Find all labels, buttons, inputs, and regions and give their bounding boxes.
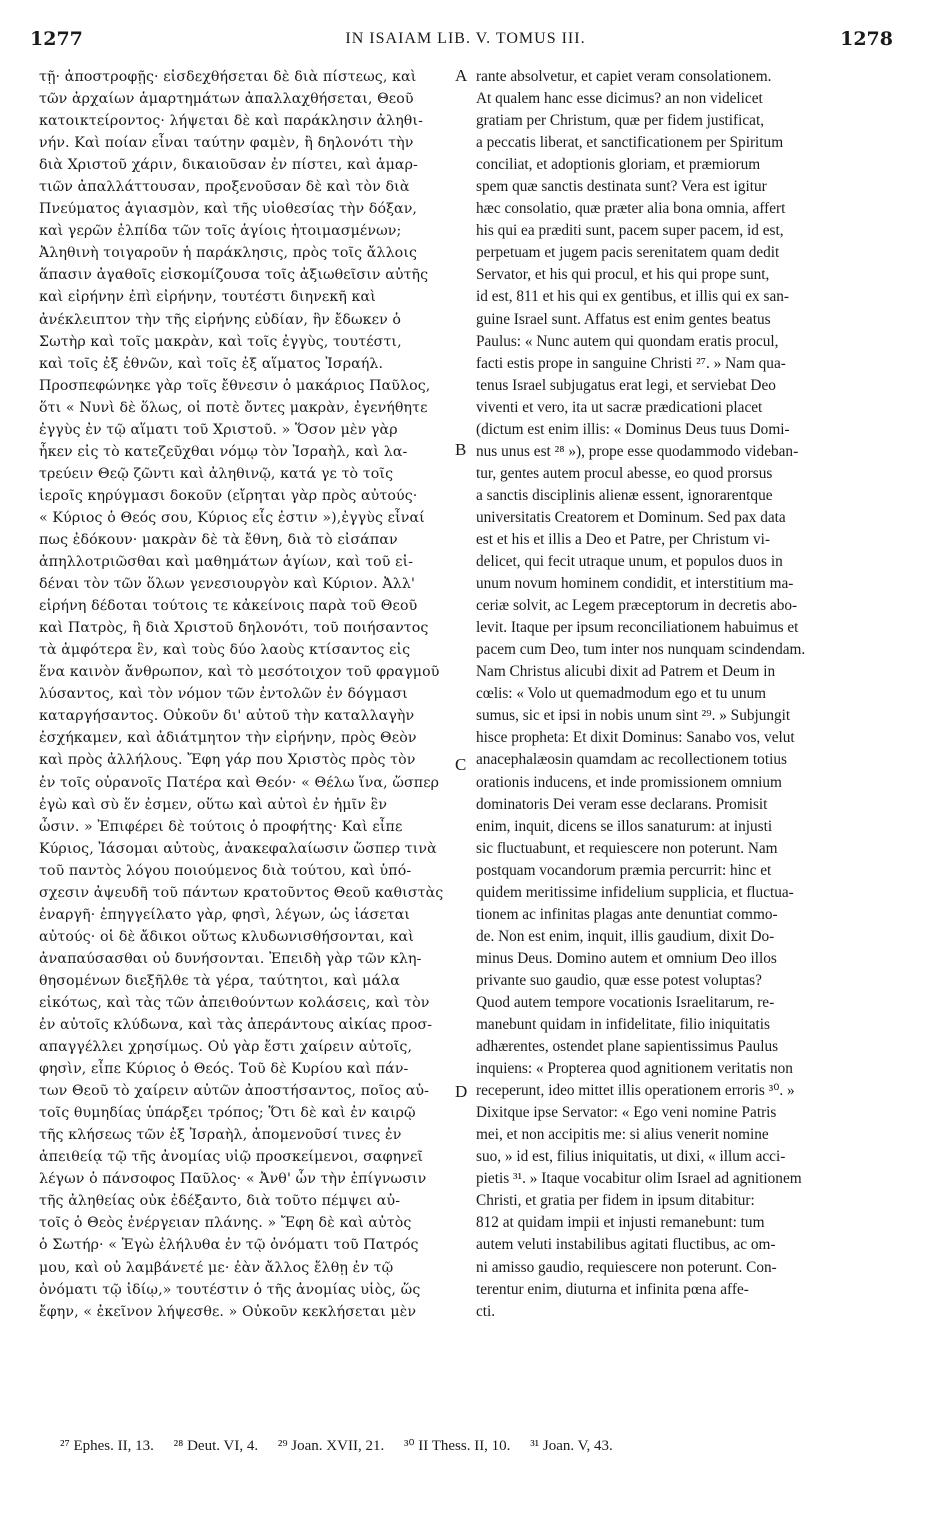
greek-text-line: φησὶν, εἶπε Κύριος ὁ Θεός. Τοῦ δὲ Κυρίου καὶ πάν- xyxy=(39,1061,409,1078)
latin-text-line: anacephalæosin quamdam ac recollectionem totius xyxy=(476,751,787,769)
greek-text-line: ὀνόματι τῷ ἰδίῳ,» τουτέστιν ὁ τῆς ἀνομίας υἱὸς, ὥς xyxy=(39,1281,421,1298)
greek-text-line: καὶ εἰρήνην ἐπὶ εἰρήνην, τουτέστι διηνεκῆ καὶ xyxy=(39,289,376,306)
latin-text-line: Servator, et his qui procul, et his qui prope sunt, xyxy=(476,266,770,284)
latin-text-line: hisce propheta: Et dixit Dominus: Sanabo vos, velut xyxy=(476,729,795,747)
greek-text-line: καὶ γερῶν ἐλπίδα τῶν τοῖς ἁγίοις ἡτοιμασμένων; xyxy=(39,223,402,240)
greek-text-line: καὶ Πατρὸς, ἢ διὰ Χριστοῦ δηλονότι, τοῦ ποιήσαντος xyxy=(39,620,429,637)
latin-text-line: id est, 811 et his qui ex gentibus, et illis qui ex san- xyxy=(476,288,789,306)
greek-text-line: Σωτὴρ καὶ τοῖς μακρὰν, καὶ τοῖς ἐγγὺς, τουτέστι, xyxy=(39,333,402,350)
greek-text-line: ἅπασιν ἀγαθοῖς εἰσκομίζουσα τοῖς ἀξιωθεῖσιν αὐτῆς xyxy=(39,267,429,284)
latin-text-line: levit. Itaque per ipsum reconciliationem habuimus et xyxy=(476,619,799,637)
section-marker-c: C xyxy=(455,755,467,774)
latin-text-line: At qualem hanc esse dicimus? an non videlicet xyxy=(476,90,763,108)
greek-text-line: εἰρήνη δέδοται τούτοις τε κἀκείνοις παρὰ τοῦ Θεοῦ xyxy=(39,598,418,615)
greek-text-line: ἐγὼ καὶ σὺ ἕν ἐσμεν, οὕτω καὶ αὐτοὶ ἐν ἡμῖν ἓν xyxy=(39,796,388,813)
greek-text-line: λέγων ὁ πάνσοφος Παῦλος· « Ἀνθ' ὧν τὴν ἐπίγνωσιν xyxy=(39,1171,427,1188)
latin-text-line: a peccatis liberat, et sanctificationem per Spiritum xyxy=(476,134,784,152)
footnote: ³¹ Joan. V, 43. xyxy=(530,1438,613,1454)
greek-text-line: τῶν ἀρχαίων ἁμαρτημάτων ἀπαλλαχθήσεται, Θεοῦ xyxy=(39,91,414,108)
latin-text-line: tenus Israel subjugatus erat legi, et serviebat Deo xyxy=(476,376,776,394)
section-marker-b: B xyxy=(455,440,467,459)
footnote: ³⁰ II Thess. II, 10. xyxy=(403,1438,511,1454)
latin-text-line: 812 at quidam impii et injusti remanebunt: tum xyxy=(476,1214,765,1232)
page-number-left: 1277 xyxy=(30,28,83,50)
latin-text-line: (dictum est enim illis: « Dominus Deus tuus Domi- xyxy=(476,420,790,438)
latin-text-line: gratiam per Christum, quæ per fidem justificat, xyxy=(476,112,765,130)
latin-text-line: est et his et illis a Deo et Patre, per Christum vi- xyxy=(476,530,770,548)
greek-text-line: ἱεροῖς κηρύγμασι δοκοῦν (εἴρηται γὰρ πρὸς αὐτούς· xyxy=(39,487,418,504)
greek-text-line: Ἀληθινὴ τοιγαροῦν ἡ παράκλησις, πρὸς τοῖς ἄλλοις xyxy=(39,245,418,262)
greek-text-column xyxy=(39,66,471,1323)
greek-text-line: τοῖς ὁ Θεὸς ἐνέργειαν πλάνης. » Ἔφη δὲ καὶ αὐτὸς xyxy=(39,1215,412,1232)
section-marker-a: A xyxy=(455,66,468,85)
latin-text-line: dominatoris Dei veram esse declarans. Promisit xyxy=(476,795,768,813)
greek-text-line: σχεσιν ἀψευδῆ τοῦ πάντων κρατοῦντος Θεοῦ καθιστὰς xyxy=(39,884,444,901)
greek-text-line: ἀπηλλοτριῶσθαι καὶ μαθημάτων ἁγίων, καὶ τοῦ εἰ- xyxy=(39,554,414,571)
greek-text-line: ἐσχήκαμεν, καὶ ἀδιάτμητον τὴν εἰρήνην, πρὸς Θεὸν xyxy=(39,730,417,747)
latin-text-line: guine Israel sunt. Affatus est enim gentes beatus xyxy=(476,310,771,328)
latin-text-line: Dixitque ipse Servator: « Ego veni nomine Patris xyxy=(476,1104,777,1122)
latin-text-line: spem quæ sanctis destinata sunt? Vera est igitur xyxy=(476,178,767,196)
greek-text-line: ἕνα καινὸν ἄνθρωπον, καὶ τὸ μεσότοιχον τοῦ φραγμοῦ xyxy=(39,664,440,681)
greek-text-line: δέναι τὸν τῶν ὅλων γενεσιουργὸν καὶ Κύριον. Ἀλλ' xyxy=(39,576,415,593)
greek-text-line: κατοικτείροντος· λήψεται δὲ καὶ παράκλησιν ἀληθι- xyxy=(39,113,423,130)
latin-text-line: unum novum hominem condidit, et interstitium ma- xyxy=(476,575,794,593)
latin-text-line: conciliat, et adoptionis gloriam, et præmiorum xyxy=(476,156,761,174)
latin-text-line: Paulus: « Nunc autem qui quondam eratis procul, xyxy=(476,332,779,350)
latin-text-line: Nam Christus alicubi dixit ad Patrem et Deum in xyxy=(476,663,776,681)
greek-text-line: νήν. Καὶ ποίαν εἶναι ταύτην φαμὲν, ἢ δηλονότι τὴν xyxy=(39,135,414,152)
greek-text-line: τοῦ παντὸς λόγου ποιούμενος διὰ τούτου, καὶ ὑπό- xyxy=(39,862,412,879)
greek-text-line: καὶ πρὸς ἀλλήλους. Ἔφη γάρ που Χριστὸς πρὸς τὸν xyxy=(39,752,416,769)
latin-text-line: manebunt quidam in infidelitate, filio iniquitatis xyxy=(476,1016,770,1034)
greek-text-line: των Θεοῦ τὸ χαίρειν αὐτῶν ἀποστήσαντος, ποῖος αὐ- xyxy=(39,1083,430,1100)
latin-text-line: cœlis: « Volo ut quemadmodum ego et tu unum xyxy=(476,685,767,703)
latin-text-line: enim, inquit, dicens se illos sanaturum: at injusti xyxy=(476,817,773,835)
footnote: ²⁹ Joan. XVII, 21. xyxy=(277,1438,385,1454)
latin-text-line: quidem meritissime infidelium supplicia, et fluctua- xyxy=(476,883,794,901)
greek-text-line: τὰ ἀμφότερα ἓν, καὶ τοὺς δύο λαοὺς κτίσαντος εἰς xyxy=(39,642,411,659)
latin-text-line: his qui ea præditi sunt, pacem super pacem, id est, xyxy=(476,222,784,240)
latin-text-line: mei, et non accipitis me: si alius venerit nomine xyxy=(476,1126,769,1144)
latin-text-column xyxy=(476,66,896,1323)
latin-text-line: pacem cum Deo, tum inter nos nunquam scindendam. xyxy=(476,641,806,659)
greek-text-line: ἀνέκλειπτον τὴν τῆς εἰρήνης εὐδίαν, ἣν ἔδωκεν ὁ xyxy=(39,311,402,328)
greek-text-line: απαγγέλλει χρησίμως. Οὐ γὰρ ἔστι χαίρειν αὐτοῖς, xyxy=(39,1039,413,1056)
latin-text-line: Quod autem tempore vocationis Israelitarum, re- xyxy=(476,993,775,1011)
greek-text-line: καὶ τοῖς ἐξ ἐθνῶν, καὶ τοῖς ἐξ αἵματος Ἰσραήλ. xyxy=(39,355,384,372)
greek-text-line: ἐγγὺς ἐν τῷ αἵματι τοῦ Χριστοῦ. » Ὅσον μὲν γὰρ xyxy=(39,421,398,438)
latin-text-line: ceriæ solvit, ac Legem præceptorum in decretis abo- xyxy=(476,597,798,615)
greek-text-line: τῆς ἀληθείας οὐκ ἐδέξαντο, διὰ τοῦτο πέμψει αὐ- xyxy=(39,1193,401,1210)
greek-text-line: τρεύειν Θεῷ ζῶντι καὶ ἀληθινῷ, κατά γε τὸ τοῖς xyxy=(39,465,394,482)
latin-text-line: de. Non est enim, inquit, illis gaudium, dixit Do- xyxy=(476,927,775,945)
page-header xyxy=(0,0,931,60)
latin-text-line: tionem ac infinitas plagas ante denuntiat commo- xyxy=(476,905,778,923)
latin-text-line: minus Deus. Domino autem et omnium Deo illos xyxy=(476,949,777,967)
greek-text-line: πως ἐδόκουν· μακρὰν δὲ τὰ ἔθνη, διὰ τὸ εἰσάπαν xyxy=(39,531,398,548)
footnote: ²⁷ Ephes. II, 13. xyxy=(60,1438,154,1454)
latin-text-line: autem veluti instabilibus agitati fluctibus, ac om- xyxy=(476,1236,776,1254)
latin-text-line: terentur enim, diuturna et infinita pœna affe- xyxy=(476,1280,749,1298)
latin-text-line: perpetuam et jugem pacis serenitatem quam dedit xyxy=(476,244,780,262)
latin-text-line: tur, gentes autem procul abesse, eo quod prorsus xyxy=(476,464,773,482)
greek-text-line: μου, καὶ οὐ λαμβάνετέ με· ἐὰν ἄλλος ἔλθῃ ἐν τῷ xyxy=(39,1259,394,1276)
greek-text-line: Πνεύματος ἁγιασμὸν, καὶ τῆς υἱοθεσίας τὴν δόξαν, xyxy=(39,201,418,218)
greek-text-line: ὅτι « Νυνὶ δὲ ὅλως, οἱ ποτὲ ὄντες μακρὰν, ἐγενήθητε xyxy=(39,399,428,416)
footnote: ²⁸ Deut. VI, 4. xyxy=(173,1438,259,1454)
latin-text-line: postquam vocandorum præmia percurrit: hinc et xyxy=(476,861,772,879)
latin-text-line: cti. xyxy=(476,1302,496,1320)
latin-text-line: delicet, qui fecit utraque unum, et populos duos in xyxy=(476,553,783,571)
latin-text-line: hæc consolatio, quæ præter alia bona omnia, affert xyxy=(476,200,786,218)
greek-text-line: « Κύριος ὁ Θεός σου, Κύριος εἷς ἐστιν »),ἐγγὺς εἶναί xyxy=(39,509,425,526)
latin-text-line: privante suo gaudio, quæ esse potest voluptas? xyxy=(476,971,762,989)
greek-text-line: ἀπειθείᾳ τῷ τῆς ἀνομίας υἱῷ προσκείμενοι, σαφηνεῖ xyxy=(39,1149,424,1166)
latin-text-line: receperunt, ideo mittet illis operationem erroris ³⁰. » xyxy=(476,1082,795,1100)
greek-text-line: ἐν τοῖς οὐρανοῖς Πατέρα καὶ Θεόν· « Θέλω ἵνα, ὥσπερ xyxy=(39,774,440,791)
latin-text-line: pietis ³¹. » Itaque vocabitur olim Israel ad agnitionem xyxy=(476,1170,802,1188)
greek-text-line: εἰκότως, καὶ τὰς τῶν ἀπειθούντων κολάσεις, καὶ τὸν xyxy=(39,994,430,1011)
latin-text-line: facti estis prope in sanguine Christi ²⁷. » Nam qua- xyxy=(476,354,786,372)
latin-text-line: nus unus est ²⁸ »), prope esse quodammodo videban- xyxy=(476,442,799,460)
latin-text-line: sic fluctuabunt, et requiescere non poterunt. Nam xyxy=(476,839,778,857)
latin-text-line: inquiens: « Propterea quod agnitionem veritatis non xyxy=(476,1060,793,1078)
greek-text-line: ἀναπαύσασθαι οὐ δυνήσονται. Ἐπειδὴ γὰρ τῶν κλη- xyxy=(39,950,422,967)
page-number-right: 1278 xyxy=(840,28,893,50)
footnotes xyxy=(60,1436,920,1455)
greek-text-line: αὐτούς· οἱ δὲ ἄδικοι οὕτως κλυδωνισθήσονται, καὶ xyxy=(39,928,414,945)
latin-text-line: suo, » id est, filius iniquitatis, ut dixi, « illum acci- xyxy=(476,1148,786,1166)
latin-text-line: a sanctis disciplinis alienæ essent, ignorarentque xyxy=(476,486,773,504)
greek-text-line: ἔφην, « ἐκεῖνον λήψεσθε. » Οὐκοῦν κεκλήσεται μὲν xyxy=(39,1303,417,1320)
running-title: IN ISAIAM LIB. V. TOMUS III. xyxy=(345,30,586,47)
latin-text-line: Christi, et gratia per fidem in ipsum ditabitur: xyxy=(476,1192,755,1210)
latin-text-line: ni amisso gaudio, requiescere non poterunt. Con- xyxy=(476,1258,777,1276)
greek-text-line: ἐν αὐτοῖς κλύδωνα, καὶ τὰς ἀπεράντους αἰκίας προσ- xyxy=(39,1017,433,1034)
greek-text-line: καταργήσαντος. Οὐκοῦν δι' αὐτοῦ τὴν καταλλαγὴν xyxy=(39,708,415,725)
greek-text-line: ἧκεν εἰς τὸ κατεζεῦχθαι νόμῳ τὸν Ἰσραὴλ, καὶ λα- xyxy=(39,443,408,460)
greek-text-line: Κύριος, Ἰάσομαι αὐτοὺς, ἀνακεφαλαίωσιν ὥσπερ τινὰ xyxy=(39,840,437,857)
greek-text-line: ὁ Σωτήρ· « Ἐγὼ ἐλήλυθα ἐν τῷ ὀνόματι τοῦ Πατρός xyxy=(39,1237,419,1254)
greek-text-line: λύσαντος, καὶ τὸν νόμον τῶν ἐντολῶν ἐν δόγμασι xyxy=(39,686,408,703)
greek-text-line: ἐναργῆ· ἐπηγγείλατο γὰρ, φησὶ, λέγων, ὡς ἰάσεται xyxy=(39,906,411,923)
greek-text-line: τιῶν ἀπαλλάττουσαν, προξενοῦσαν δὲ καὶ τὸν διὰ xyxy=(39,179,410,196)
latin-text-line: viventi et vero, ita ut sacræ prædicationi placet xyxy=(476,398,763,416)
latin-text-line: rante absolvetur, et capiet veram consolationem. xyxy=(476,68,772,85)
section-marker-d: D xyxy=(455,1082,468,1101)
latin-text-line: universitatis Creatorem et Dominum. Sed pax data xyxy=(476,508,786,526)
latin-text-line: sumus, sic et ipsi in nobis unum sint ²⁹. » Subjungit xyxy=(476,707,791,725)
greek-text-line: τῆς κλήσεως τῶν ἐξ Ἰσραὴλ, ἀπομενοῦσί τινες ἐν xyxy=(39,1127,402,1144)
latin-text-line: orationis inducens, et inde promissionem omnium xyxy=(476,773,782,791)
latin-text-line: adhærentes, ostendet plane sapientissimus Paulus xyxy=(476,1038,779,1056)
greek-text-line: διὰ Χριστοῦ χάριν, δικαιοῦσαν ἐν πίστει, καὶ ἁμαρ- xyxy=(39,157,418,174)
greek-text-line: θησομένων διεξῆλθε τὰ γέρα, ταύτητοι, καὶ μάλα xyxy=(39,972,400,989)
greek-text-line: ὦσιν. » Ἐπιφέρει δὲ τούτοις ὁ προφήτης· Καὶ εἶπε xyxy=(39,818,403,835)
greek-text-line: Προσπεφώνηκε γὰρ τοῖς ἔθνεσιν ὁ μακάριος Παῦλος, xyxy=(39,377,431,394)
greek-text-line: τῇ· ἀποστροφῇς· εἰσδεχθήσεται δὲ διὰ πίστεως, καὶ xyxy=(39,69,417,85)
greek-text-line: τοῖς θυμηδίας ὑπάρξει τρόπος; Ὅτι δὲ καὶ ἐν καιρῷ xyxy=(39,1105,416,1122)
